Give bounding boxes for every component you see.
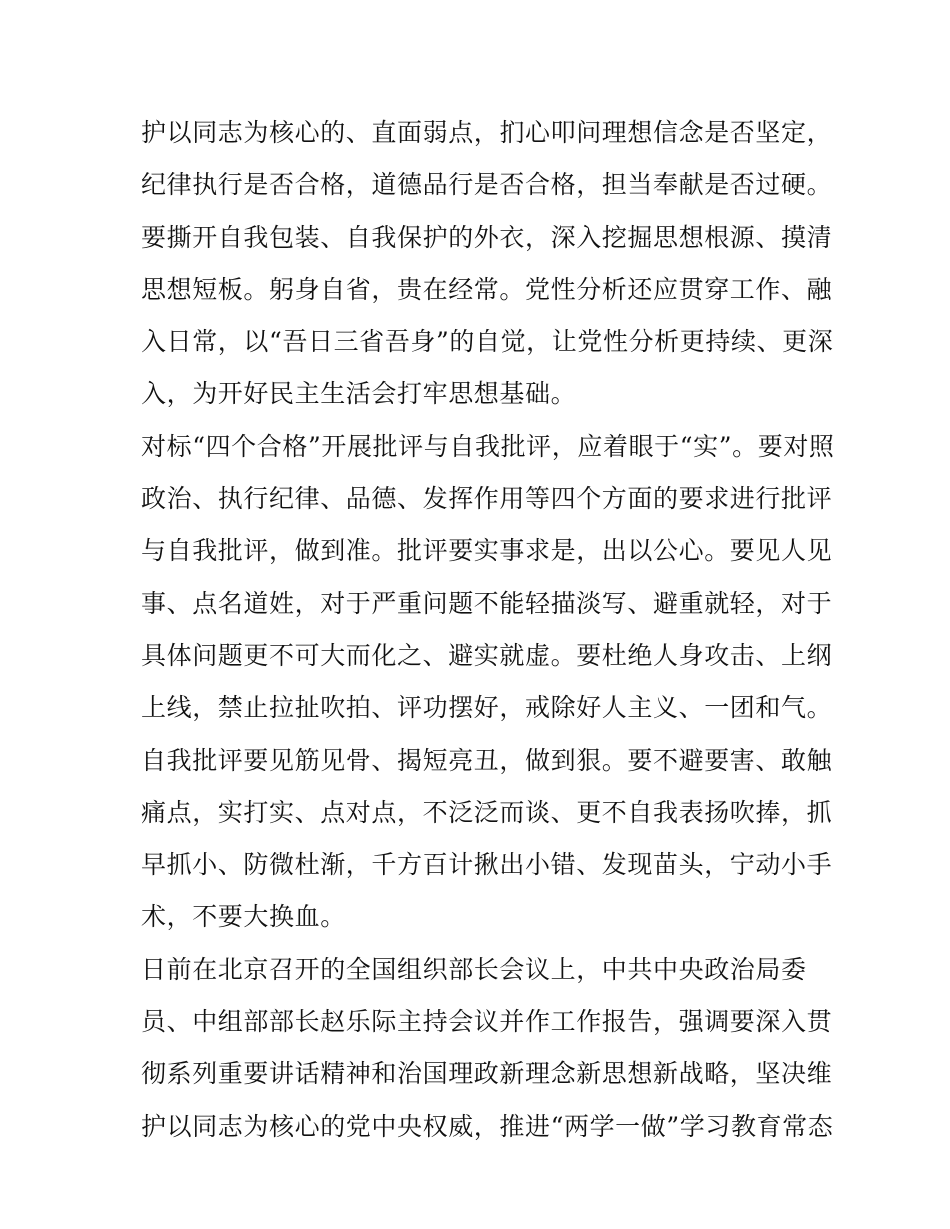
- text-line: 具体问题更不可大而化之、避实就虚。要杜绝人身攻击、上纲: [141, 640, 833, 670]
- text-line: 痛点，实打实、点对点，不泛泛而谈、更不自我表扬吹捧，抓: [141, 797, 833, 827]
- text-line: 思想短板。躬身自省，贵在经常。党性分析还应贯穿工作、融: [141, 274, 833, 304]
- text-line: 事、点名道姓，对于严重问题不能轻描淡写、避重就轻，对于: [141, 588, 833, 618]
- text-line: 要撕开自我包装、自我保护的外衣，深入挖掘思想根源、摸清: [141, 222, 833, 252]
- text-line: 政治、执行纪律、品德、发挥作用等四个方面的要求进行批评: [141, 484, 833, 514]
- text-line: 护以同志为核心的党中央权威，推进“两学一做”学习教育常态: [141, 1111, 834, 1141]
- text-line: 上线，禁止拉扯吹拍、评功摆好，戒除好人主义、一团和气。: [141, 693, 833, 723]
- text-line: 入日常，以“吾日三省吾身”的自觉，让党性分析更持续、更深: [141, 327, 834, 357]
- text-line: 员、中组部部长赵乐际主持会议并作工作报告，强调要深入贯: [141, 1007, 833, 1037]
- text-line: 与自我批评，做到准。批评要实事求是，出以公心。要见人见: [141, 536, 833, 566]
- text-line: 入，为开好民主生活会打牢思想基础。: [141, 379, 577, 409]
- text-line: 术，不要大换血。: [141, 902, 346, 932]
- text-line: 纪律执行是否合格，道德品行是否合格，担当奉献是否过硬。: [141, 170, 833, 200]
- text-line: 早抓小、防微杜渐，千方百计揪出小错、发现苗头，宁动小手: [141, 850, 833, 880]
- text-line: 对标“四个合格”开展批评与自我批评，应着眼于“实”。要对照: [141, 431, 835, 461]
- text-line: 彻系列重要讲话精神和治国理政新理念新思想新战略，坚决维: [141, 1059, 833, 1089]
- text-line: 日前在北京召开的全国组织部长会议上，中共中央政治局委: [141, 954, 807, 984]
- text-line: 自我批评要见筋见骨、揭短亮丑，做到狠。要不避要害、敢触: [141, 745, 833, 775]
- body-text: [141, 107, 835, 1153]
- text-line: 护以同志为核心的、直面弱点，扪心叩问理想信念是否坚定，: [141, 118, 833, 147]
